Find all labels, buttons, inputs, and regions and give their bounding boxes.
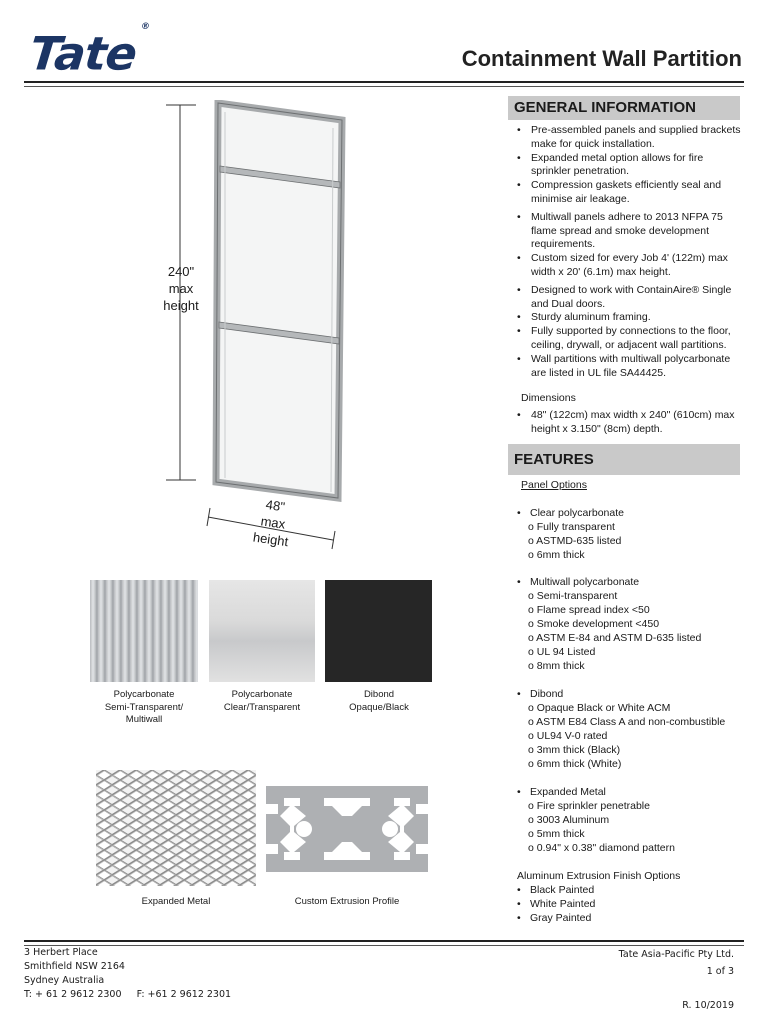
swatch-caption-dibond: Dibond Opaque/Black — [349, 689, 409, 713]
list-item: • Expanded metal option allows for fire sprinkler penetration. — [512, 152, 742, 180]
dimensions-list — [512, 409, 742, 437]
multiwall-polycarbonate-swatch — [90, 580, 198, 682]
feature-group-multiwall: • Multiwall polycarbonate o Semi-transparent o Flame spread index <50 o Smoke development <450 o ASTM E-84 and ASTM D-635 listed o UL 94 Listed o 8mm thick — [514, 575, 742, 673]
feature-group-clear-polycarbonate: • Clear polycarbonate o Fully transparent o ASTMD-635 listed o 6mm thick — [514, 506, 742, 562]
dibond-black-swatch — [325, 580, 432, 682]
header-rule-thin — [24, 86, 744, 87]
header-rule — [24, 81, 744, 83]
list-item: • Designed to work with ContainAire® Single and Dual doors. — [512, 284, 742, 312]
feature-group-expanded-metal: • Expanded Metal o Fire sprinkler penetrable o 3003 Aluminum o 5mm thick o 0.94" x 0.38" diamond pattern — [514, 785, 742, 855]
list-item: • Fully supported by connections to the floor, ceiling, drywall, or adjacent wall partitions. — [512, 325, 742, 353]
footer-revision: R. 10/2019 — [682, 1000, 734, 1011]
list-item: • Pre-assembled panels and supplied brackets make for quick installation. — [512, 124, 742, 152]
extrusion-profile-image — [266, 786, 428, 872]
tate-logo: Tate® — [27, 22, 150, 81]
extrusion-profile-caption: Custom Extrusion Profile — [294, 896, 400, 907]
dimensions-label: Dimensions — [521, 392, 576, 404]
panel-diagram — [150, 100, 350, 560]
general-information-heading: GENERAL INFORMATION — [508, 96, 740, 120]
list-item: • Sturdy aluminum framing. — [512, 311, 742, 325]
swatch-caption-multiwall: Polycarbonate Semi-Transparent/ Multiwall — [104, 689, 184, 725]
list-item: • Compression gaskets efficiently seal and minimise air leakage. — [512, 179, 742, 207]
list-item: • Multiwall panels adhere to 2013 NFPA 75 flame spread and smoke development requirements. — [512, 211, 742, 252]
feature-group-dibond: • Dibond o Opaque Black or White ACM o ASTM E84 Class A and non-combustible o UL94 V-0 rated o 3mm thick (Black) o 6mm thick (White) — [514, 687, 742, 771]
footer-company: Tate Asia-Pacific Pty Ltd. — [618, 949, 734, 960]
list-item: • Wall partitions with multiwall polycarbonate are listed in UL file SA44425. — [512, 353, 742, 381]
footer-page-number: 1 of 3 — [706, 966, 734, 977]
height-dimension-label: 240" max height — [163, 264, 199, 313]
footer-address: 3 Herbert Place Smithfield NSW 2164 Sydney Australia T: + 61 2 9612 2300 F: +61 2 9612 2301 — [24, 947, 232, 1000]
list-item: • 48" (122cm) max width x 240" (610cm) max height x 3.150" (8cm) depth. — [512, 409, 742, 437]
general-information-list — [512, 124, 742, 380]
expanded-metal-image — [96, 770, 256, 886]
finish-options: Aluminum Extrusion Finish Options • Black Painted • White Painted • Gray Painted — [514, 869, 742, 925]
swatch-caption-clear: Polycarbonate Clear/Transparent — [223, 689, 301, 713]
list-item: • Custom sized for every Job 4' (122m) max width x 20' (6.1m) max height. — [512, 252, 742, 280]
expanded-metal-caption: Expanded Metal — [141, 896, 211, 907]
page-title: Containment Wall Partition — [461, 46, 742, 71]
footer-rule — [24, 940, 744, 942]
finish-options-label: Aluminum Extrusion Finish Options — [517, 870, 681, 882]
features-heading: FEATURES — [508, 444, 740, 475]
panel-options-label: Panel Options — [521, 479, 587, 491]
width-dimension-label: 48" max height — [252, 496, 290, 550]
clear-polycarbonate-swatch — [209, 580, 315, 682]
